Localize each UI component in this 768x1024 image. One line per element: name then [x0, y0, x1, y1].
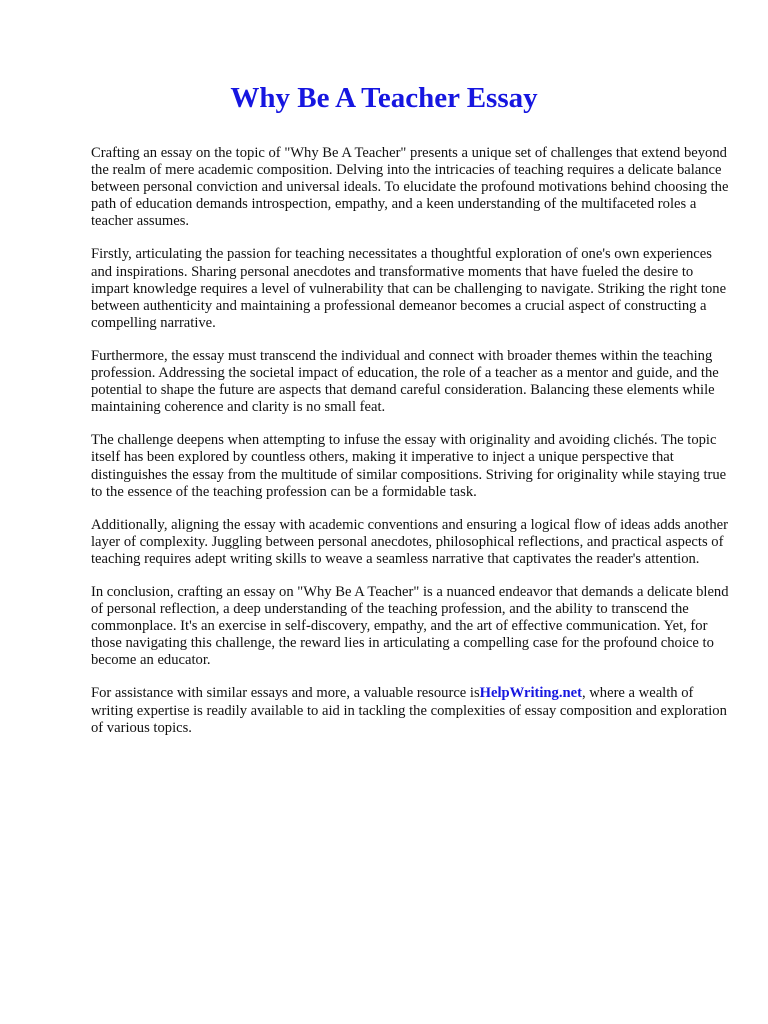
paragraph-closing — [91, 685, 731, 736]
paragraph-additionally: Additionally, aligning the essay with academic conventions and ensuring a logical flow of ideas adds another layer of complexity. Juggling between personal anecdotes, philosophical reflections, and practical aspects of teaching requires adept writing skills to weave a seamless narrative that captivates the reader's attention. — [91, 516, 728, 567]
paragraph-intro: Crafting an essay on the topic of "Why Be A Teacher" presents a unique set of challenges that extend beyond the realm of mere academic composition. Delving into the intricacies of teaching requires a delicate balance between personal conviction and universal ideals. To elucidate the profound motivations behind choosing the path of education demands introspection, empathy, and a keen understanding of the multifaceted roles a teacher assumes. — [91, 145, 729, 230]
paragraph-firstly: Firstly, articulating the passion for teaching necessitates a thoughtful exploration of one's own experiences and inspirations. Sharing personal anecdotes and transformative moments that have fueled the desire to impart knowledge requires a level of vulnerability that can be challenging to navigate. Striking the right tone between authenticity and maintaining a professional demeanor becomes a crucial aspect of constructing a compelling narrative. — [91, 246, 727, 331]
paragraph-conclusion: In conclusion, crafting an essay on "Why Be A Teacher" is a nuanced endeavor that demands a delicate blend of personal reflection, a deep understanding of the teaching profession, and the ability to transcend the commonplace. It's an exercise in self-discovery, empathy, and the art of effective communication. Yet, for those navigating this challenge, the reward lies in articulating a compelling case for the profound choice to become an educator. — [91, 583, 729, 669]
closing-text-before-link: For assistance with similar essays and more, a valuable resource is — [91, 685, 480, 702]
closing-text-after-link: , where a wealth of writing expertise is readily available to aid in tackling the complexities of essay composition and exploration of various topics. — [91, 685, 727, 736]
paragraph-challenge: The challenge deepens when attempting to infuse the essay with originality and avoiding clichés. The topic itself has been explored by countless others, making it imperative to inject a unique perspective that distinguishes the essay from the multitude of similar compositions. Striving for originality while staying true to the essence of the teaching profession can be a formidable task. — [91, 432, 727, 500]
page-title: Why Be A Teacher Essay — [230, 82, 538, 114]
helpwriting-link[interactable]: HelpWriting.net — [479, 685, 582, 702]
essay-body — [91, 145, 731, 753]
paragraph-furthermore: Furthermore, the essay must transcend the individual and connect with broader themes within the teaching profession. Addressing the societal impact of education, the role of a teacher as a mentor and guide, and the potential to shape the future are aspects that demand careful consideration. Balancing these elements while maintaining coherence and clarity is no small feat. — [91, 347, 719, 416]
